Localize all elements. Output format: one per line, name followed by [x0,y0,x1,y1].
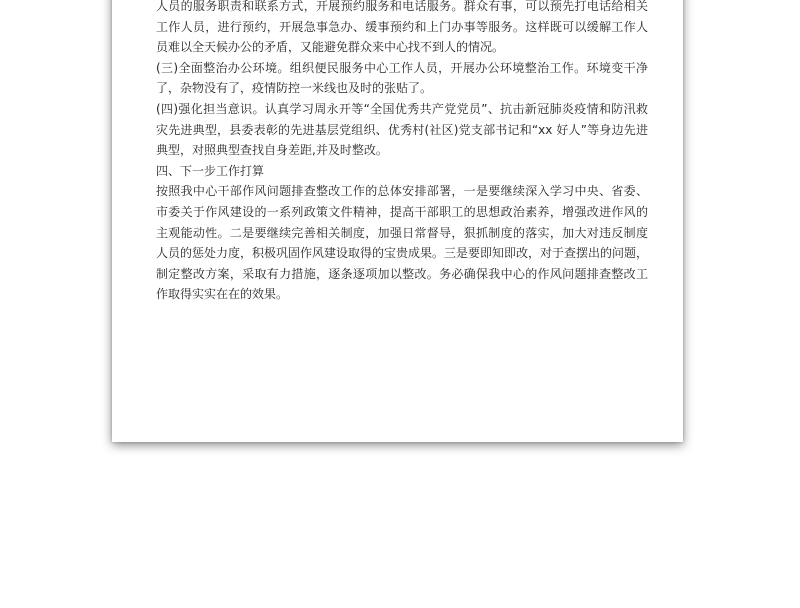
text-line: 制定整改方案，采取有力措施，逐条逐项加以整改。务必确保我中心的作风问题排查整改工 [156,266,648,281]
document-page [112,0,683,442]
text-line: 按照我中心干部作风问题排查整改工作的总体安排部署，一是要继续深入学习中央、省委、 [156,184,648,199]
text-line: (四)强化担当意识。认真学习周永开等“全国优秀共产党党员”、抗击新冠肺炎疫情和防汛救 [156,101,648,116]
text-line: (三)全面整治办公环境。组织便民服务中心工作人员，开展办公环境整治工作。环境变干净 [156,60,648,75]
text-line: 市委关于作风建设的一系列政策文件精神，提高干部职工的思想政治素养，增强改进作风的 [156,204,648,219]
text-line: 工作人员，进行预约，开展急事急办、缓事预约和上门办事等服务。这样既可以缓解工作人 [156,19,648,34]
text-line: 灾先进典型，县委表彰的先进基层党组织、优秀村(社区)党支部书记和“xx 好人”等身边先进 [156,122,648,137]
text-line: 作取得实实在在的效果。 [156,287,289,302]
text-line: 了，杂物没有了，疫情防控一米线也及时的张贴了。 [156,81,433,96]
text-line: 员难以全天候办公的矛盾，又能避免群众来中心找不到人的情况。 [156,40,505,55]
section-heading: 四、下一步工作打算 [156,163,265,178]
text-line: 典型，对照典型查找自身差距,并及时整改。 [156,143,388,158]
text-line: 人员的服务职责和联系方式，开展预约服务和电话服务。群众有事，可以预先打电话给相关 [156,0,648,13]
document-body [156,0,648,305]
text-line: 人员的惩处力度，积极巩固作风建设取得的宝贵成果。三是要即知即改，对于查摆出的问题， [156,246,649,261]
text-line: 主观能动性。二是要继续完善相关制度，加强日常督导，狠抓制度的落实，加大对违反制度 [156,225,648,240]
